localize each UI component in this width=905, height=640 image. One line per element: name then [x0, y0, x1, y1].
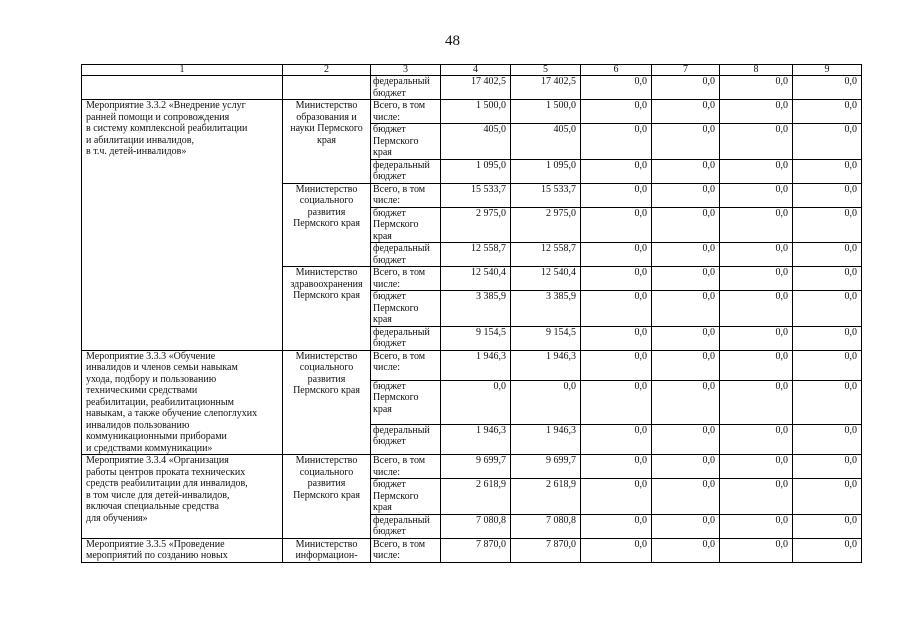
amount-cell: 0,0	[720, 455, 793, 479]
table-row	[82, 350, 862, 380]
amount-cell: 0,0	[720, 424, 793, 454]
funding-source-cell: федеральный бюджет	[371, 514, 441, 538]
funding-source-cell: федеральный бюджет	[371, 243, 441, 267]
amount-cell: 0,0	[652, 124, 720, 160]
amount-cell: 0,0	[720, 243, 793, 267]
amount-cell: 0,0	[652, 267, 720, 291]
amount-cell: 0,0	[652, 100, 720, 124]
amount-cell: 12 558,7	[441, 243, 511, 267]
amount-cell: 405,0	[511, 124, 581, 160]
amount-cell: 0,0	[652, 514, 720, 538]
funding-source-cell: федеральный бюджет	[371, 76, 441, 100]
amount-cell: 0,0	[652, 159, 720, 183]
amount-cell: 0,0	[793, 479, 862, 515]
amount-cell: 0,0	[720, 380, 793, 424]
amount-cell: 0,0	[720, 326, 793, 350]
amount-cell: 0,0	[720, 124, 793, 160]
amount-cell: 9 699,7	[441, 455, 511, 479]
amount-cell: 0,0	[652, 291, 720, 327]
amount-cell: 0,0	[793, 159, 862, 183]
amount-cell: 0,0	[511, 380, 581, 424]
amount-cell: 0,0	[720, 479, 793, 515]
executor-cell: Министерство социального развития Пермского края	[283, 455, 371, 539]
table-body	[82, 76, 862, 563]
activity-cell: Мероприятие 3.3.4 «Организация работы центров проката технических средств реабилитации для инвалидов, в том числе для детей-инвалидов, включая специальные средства для обучения»	[82, 455, 283, 539]
amount-cell: 0,0	[793, 538, 862, 562]
activity-cell	[82, 76, 283, 100]
column-number: 9	[793, 65, 862, 76]
amount-cell: 0,0	[581, 424, 652, 454]
amount-cell: 12 540,4	[511, 267, 581, 291]
amount-cell: 0,0	[720, 267, 793, 291]
amount-cell: 0,0	[720, 183, 793, 207]
amount-cell: 0,0	[581, 243, 652, 267]
executor-cell: Министерство здравоохранения Пермского края	[283, 267, 371, 351]
amount-cell: 9 154,5	[441, 326, 511, 350]
funding-source-cell: федеральный бюджет	[371, 424, 441, 454]
amount-cell: 0,0	[793, 124, 862, 160]
amount-cell: 0,0	[581, 76, 652, 100]
column-number: 2	[283, 65, 371, 76]
funding-source-cell: Всего, в том числе:	[371, 183, 441, 207]
column-number: 6	[581, 65, 652, 76]
amount-cell: 0,0	[720, 76, 793, 100]
amount-cell: 0,0	[581, 514, 652, 538]
amount-cell: 1 500,0	[441, 100, 511, 124]
amount-cell: 0,0	[652, 350, 720, 380]
amount-cell: 0,0	[793, 207, 862, 243]
amount-cell: 0,0	[652, 479, 720, 515]
amount-cell: 0,0	[652, 183, 720, 207]
amount-cell: 0,0	[581, 183, 652, 207]
amount-cell: 7 870,0	[511, 538, 581, 562]
column-number: 4	[441, 65, 511, 76]
amount-cell: 1 500,0	[511, 100, 581, 124]
amount-cell: 7 870,0	[441, 538, 511, 562]
amount-cell: 0,0	[652, 455, 720, 479]
amount-cell: 0,0	[720, 538, 793, 562]
amount-cell: 0,0	[793, 291, 862, 327]
amount-cell: 0,0	[581, 267, 652, 291]
amount-cell: 0,0	[581, 350, 652, 380]
column-number: 7	[652, 65, 720, 76]
column-number: 3	[371, 65, 441, 76]
column-number-row	[82, 65, 862, 76]
funding-source-cell: федеральный бюджет	[371, 326, 441, 350]
activity-cell: Мероприятие 3.3.2 «Внедрение услуг ранней помощи и сопровождения в систему комплексной реабилитации и абилитации инвалидов, в т.ч. детей-инвалидов»	[82, 100, 283, 351]
amount-cell: 0,0	[581, 455, 652, 479]
amount-cell: 0,0	[793, 380, 862, 424]
amount-cell: 9 154,5	[511, 326, 581, 350]
table-row	[82, 538, 862, 562]
amount-cell: 3 385,9	[441, 291, 511, 327]
amount-cell: 0,0	[581, 326, 652, 350]
amount-cell: 3 385,9	[511, 291, 581, 327]
table-row	[82, 100, 862, 124]
amount-cell: 12 558,7	[511, 243, 581, 267]
amount-cell: 2 975,0	[511, 207, 581, 243]
amount-cell: 0,0	[720, 100, 793, 124]
page-number: 48	[445, 33, 460, 49]
amount-cell: 1 095,0	[441, 159, 511, 183]
table-row	[82, 76, 862, 100]
amount-cell: 12 540,4	[441, 267, 511, 291]
executor-cell: Министерство информацион-	[283, 538, 371, 562]
amount-cell: 0,0	[720, 291, 793, 327]
amount-cell: 0,0	[581, 207, 652, 243]
amount-cell: 17 402,5	[441, 76, 511, 100]
amount-cell: 17 402,5	[511, 76, 581, 100]
activity-cell: Мероприятие 3.3.5 «Проведение мероприятий по созданию новых	[82, 538, 283, 562]
amount-cell: 0,0	[720, 159, 793, 183]
amount-cell: 7 080,8	[441, 514, 511, 538]
funding-source-cell: Всего, в том числе:	[371, 350, 441, 380]
amount-cell: 1 095,0	[511, 159, 581, 183]
column-number: 5	[511, 65, 581, 76]
amount-cell: 0,0	[793, 326, 862, 350]
amount-cell: 9 699,7	[511, 455, 581, 479]
table-row	[82, 455, 862, 479]
amount-cell: 1 946,3	[441, 424, 511, 454]
amount-cell: 0,0	[720, 350, 793, 380]
amount-cell: 0,0	[793, 455, 862, 479]
amount-cell: 0,0	[793, 100, 862, 124]
amount-cell: 1 946,3	[511, 350, 581, 380]
amount-cell: 0,0	[720, 207, 793, 243]
amount-cell: 0,0	[793, 76, 862, 100]
funding-table	[81, 64, 862, 563]
amount-cell: 0,0	[652, 380, 720, 424]
amount-cell: 15 533,7	[511, 183, 581, 207]
amount-cell: 2 618,9	[441, 479, 511, 515]
funding-source-cell: бюджет Пермского края	[371, 380, 441, 424]
amount-cell: 405,0	[441, 124, 511, 160]
amount-cell: 2 618,9	[511, 479, 581, 515]
executor-cell: Министерство социального развития Пермского края	[283, 350, 371, 455]
amount-cell: 0,0	[793, 267, 862, 291]
column-number: 8	[720, 65, 793, 76]
amount-cell: 0,0	[581, 100, 652, 124]
amount-cell: 1 946,3	[511, 424, 581, 454]
activity-cell: Мероприятие 3.3.3 «Обучение инвалидов и членов семьи навыкам ухода, подбору и пользованию техническими средствами реабилитации, реабилитационным навыкам, а также обучение слепоглухих инвалидов пользованию коммуникационными приборами и средствами коммуникации»	[82, 350, 283, 455]
amount-cell: 0,0	[720, 514, 793, 538]
amount-cell: 0,0	[441, 380, 511, 424]
amount-cell: 0,0	[581, 291, 652, 327]
funding-source-cell: Всего, в том числе:	[371, 538, 441, 562]
executor-cell	[283, 76, 371, 100]
amount-cell: 0,0	[581, 479, 652, 515]
funding-source-cell: бюджет Пермского края	[371, 207, 441, 243]
funding-source-cell: Всего, в том числе:	[371, 455, 441, 479]
funding-source-cell: бюджет Пермского края	[371, 291, 441, 327]
amount-cell: 0,0	[793, 243, 862, 267]
funding-source-cell: Всего, в том числе:	[371, 100, 441, 124]
amount-cell: 0,0	[581, 380, 652, 424]
amount-cell: 0,0	[652, 76, 720, 100]
funding-source-cell: федеральный бюджет	[371, 159, 441, 183]
amount-cell: 2 975,0	[441, 207, 511, 243]
column-number: 1	[82, 65, 283, 76]
amount-cell: 0,0	[793, 514, 862, 538]
amount-cell: 0,0	[581, 124, 652, 160]
amount-cell: 15 533,7	[441, 183, 511, 207]
amount-cell: 0,0	[793, 183, 862, 207]
amount-cell: 0,0	[581, 159, 652, 183]
amount-cell: 0,0	[793, 350, 862, 380]
amount-cell: 7 080,8	[511, 514, 581, 538]
executor-cell: Министерство социального развития Пермского края	[283, 183, 371, 267]
executor-cell: Министерство образования и науки Пермского края	[283, 100, 371, 184]
funding-source-cell: Всего, в том числе:	[371, 267, 441, 291]
amount-cell: 0,0	[793, 424, 862, 454]
amount-cell: 0,0	[652, 424, 720, 454]
amount-cell: 0,0	[652, 243, 720, 267]
funding-source-cell: бюджет Пермского края	[371, 479, 441, 515]
amount-cell: 0,0	[581, 538, 652, 562]
amount-cell: 0,0	[652, 538, 720, 562]
amount-cell: 0,0	[652, 207, 720, 243]
amount-cell: 0,0	[652, 326, 720, 350]
amount-cell: 1 946,3	[441, 350, 511, 380]
funding-source-cell: бюджет Пермского края	[371, 124, 441, 160]
